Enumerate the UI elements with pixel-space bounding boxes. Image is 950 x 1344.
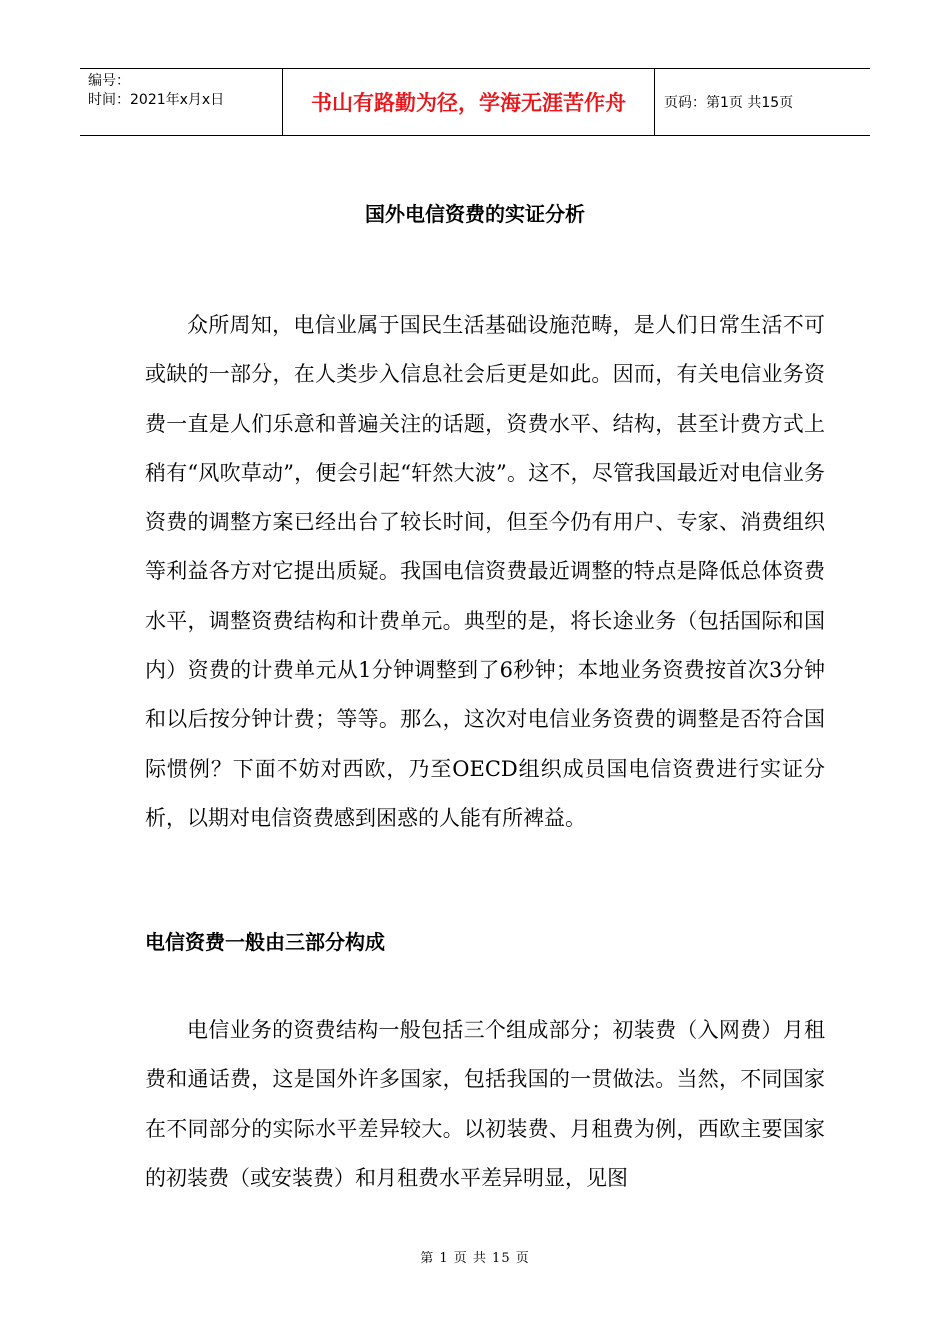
time-label: 时间：2021年x月x日 bbox=[88, 92, 225, 108]
number-label: 编号： bbox=[88, 73, 130, 89]
header-meta bbox=[80, 69, 282, 135]
header-page-info: 页码：第1页 共15页 bbox=[664, 95, 794, 111]
document-title: 国外电信资费的实证分析 bbox=[365, 202, 585, 226]
header-motto: 书山有路勤为径，学海无涯苦作舟 bbox=[282, 69, 655, 135]
section-heading: 电信资费一般由三部分构成 bbox=[145, 930, 385, 954]
paragraph-intro: 众所周知，电信业属于国民生活基础设施范畴，是人们日常生活不可或缺的一部分，在人类步入信息社会后更是如此。因而，有关电信业务资费一直是人们乐意和普遍关注的话题，资费水平、结构，甚至计费方式上稍有“风吹草动”，便会引起“轩然大波”。这不，尽管我国最近对电信业务资费的调整方案已经出台了较长时间，但至今仍有用户、专家、消费组织等利益各方对它提出质疑。我国电信资费最近调整的特点是降低总体资费水平，调整资费结构和计费单元。典型的是，将长途业务（包括国际和国内）资费的计费单元从1分钟调整到了6秒钟；本地业务资费按首次3分钟和以后按分钟计费；等等。那么，这次对电信业务资费的调整是否符合国际惯例？下面不妨对西欧，乃至OECD组织成员国电信资费进行实证分析，以期对电信资费感到困惑的人能有所裨益。 bbox=[145, 313, 825, 830]
header-table bbox=[80, 68, 870, 136]
paragraph-structure: 电信业务的资费结构一般包括三个组成部分；初装费（入网费）月租费和通话费，这是国外许多国家，包括我国的一贯做法。当然，不同国家在不同部分的实际水平差异较大。以初装费、月租费为例，西欧主要国家的初装费（或安装费）和月租费水平差异明显，见图 bbox=[145, 1018, 825, 1190]
page-footer: 第 1 页 共 15 页 bbox=[420, 1251, 530, 1266]
